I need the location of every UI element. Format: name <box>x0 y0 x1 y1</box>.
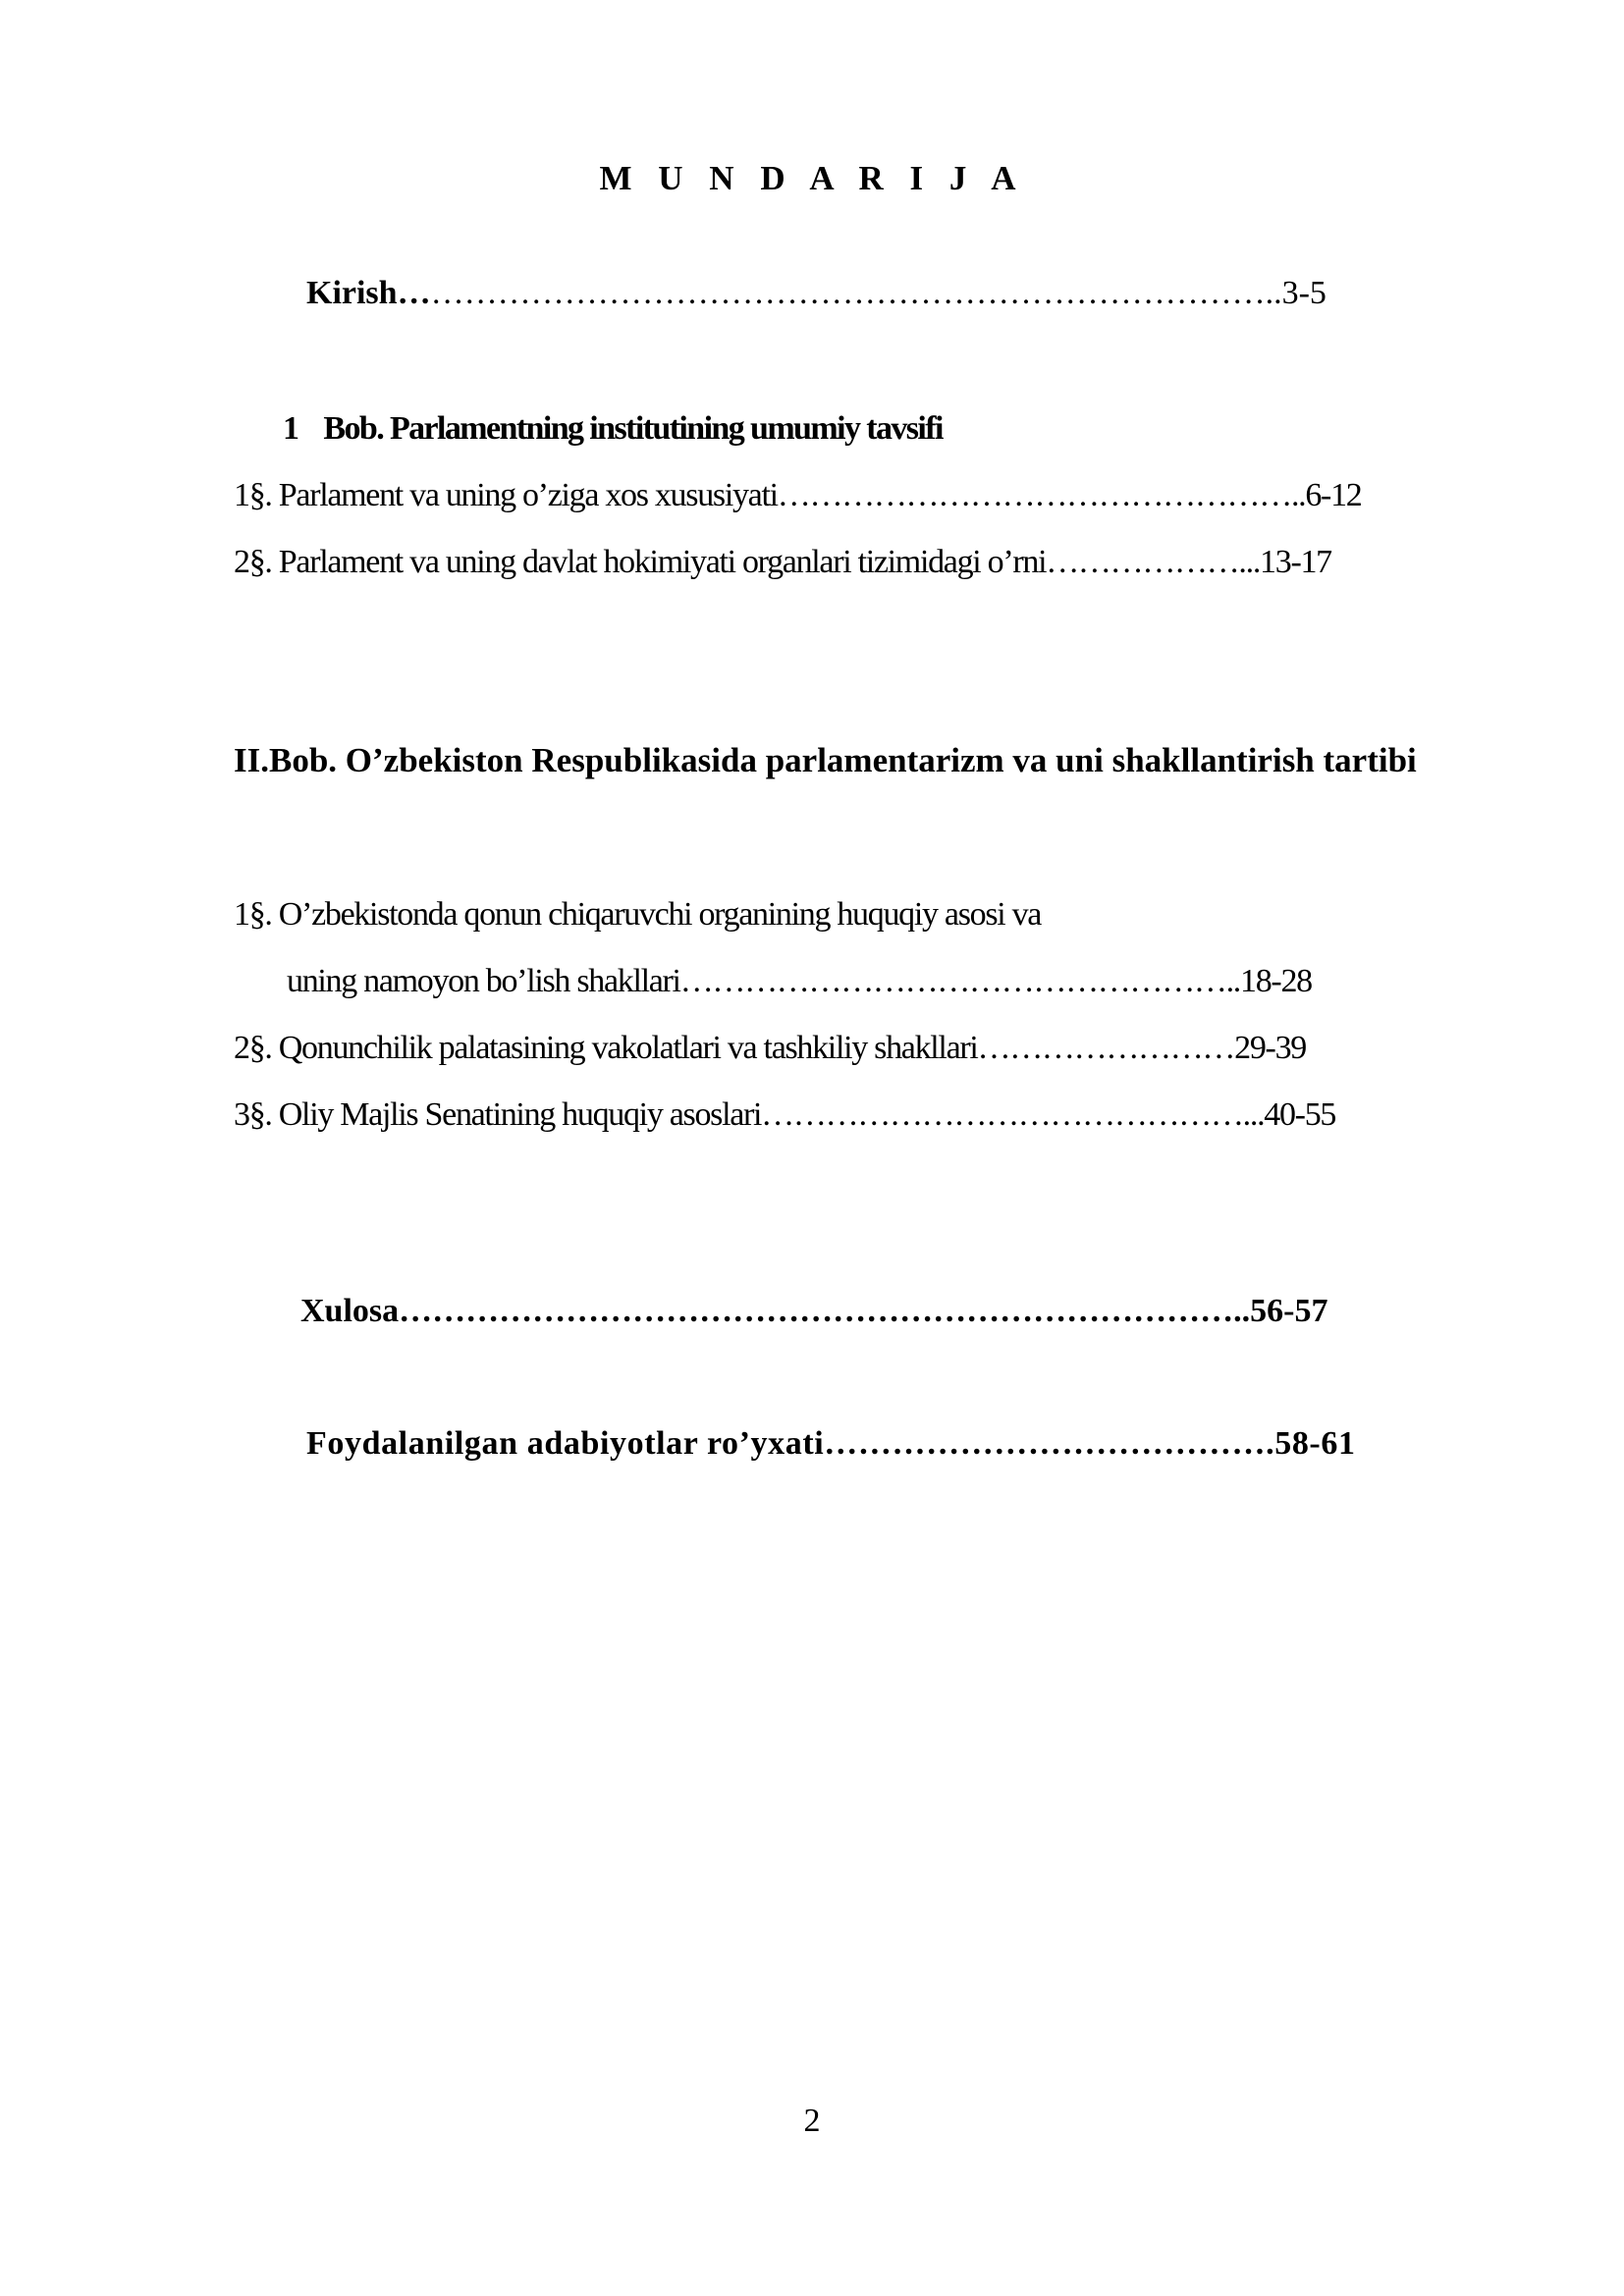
entry-text: 2§. Parlament va uning davlat hokimiyati organlari tizimidagi o’rni………………... <box>234 544 1261 580</box>
toc-entry-bibliography <box>306 1424 1356 1464</box>
entry-text: 2§. Qonunchilik palatasining vakolatlari va tashkiliy shakllari…………………… <box>234 1030 1235 1066</box>
chapter-2-heading: II.Bob. O’zbekiston Respublikasida parlamentarizm va uni shakllantirish tartibi <box>234 741 1417 779</box>
entry-pages: 58-61 <box>1274 1425 1356 1462</box>
toc-entry-ch2-s1 <box>234 895 1041 934</box>
entry-text: uning namoyon bo’lish shakllari…………………………………………….. <box>287 963 1241 999</box>
entry-pages: 13-17 <box>1260 544 1331 580</box>
entry-pages: 56-57 <box>1250 1293 1328 1329</box>
toc-entry-intro <box>306 274 1326 313</box>
chapter-1-title: Bob. Parlamentning institutining umumiy tavsifi <box>323 410 943 447</box>
toc-entry-ch2-s2 <box>234 1029 1306 1068</box>
intro-pages: 3-5 <box>1281 275 1326 311</box>
entry-pages: 18-28 <box>1240 963 1312 999</box>
toc-entry-ch1-s2 <box>234 543 1331 582</box>
entry-text: Foydalanilgan adabiyotlar ro’yxati…………………………………. <box>306 1425 1275 1462</box>
entry-text: 1§. Parlament va uning o’ziga xos xususiyati………………………………………….. <box>234 477 1306 513</box>
toc-entry-ch2-s3 <box>234 1095 1335 1135</box>
entry-text: 3§. Oliy Majlis Senatining huquqiy asoslari………………………………………... <box>234 1096 1265 1133</box>
entry-pages: 29-39 <box>1234 1030 1306 1066</box>
toc-entry-ch1-s1 <box>234 476 1361 515</box>
chapter-1-number: 1 <box>283 410 298 447</box>
toc-title: M U N D A R I J A <box>599 159 1025 197</box>
intro-label: Kirish… <box>306 275 431 311</box>
intro-leader: ………………………………………………………………….. <box>430 275 1282 311</box>
toc-entry-conclusion <box>300 1292 1327 1331</box>
entry-pages: 6-12 <box>1305 477 1362 513</box>
chapter-1-heading <box>283 409 943 449</box>
entry-text: 1§. O’zbekistonda qonun chiqaruvchi organining huquqiy asosi va <box>234 896 1042 933</box>
page-number: 2 <box>803 2103 821 2139</box>
entry-text: Xulosa………………………………………………………………….. <box>300 1293 1251 1329</box>
toc-entry-ch2-s1-cont <box>287 962 1312 1001</box>
entry-pages: 40-55 <box>1264 1096 1336 1133</box>
